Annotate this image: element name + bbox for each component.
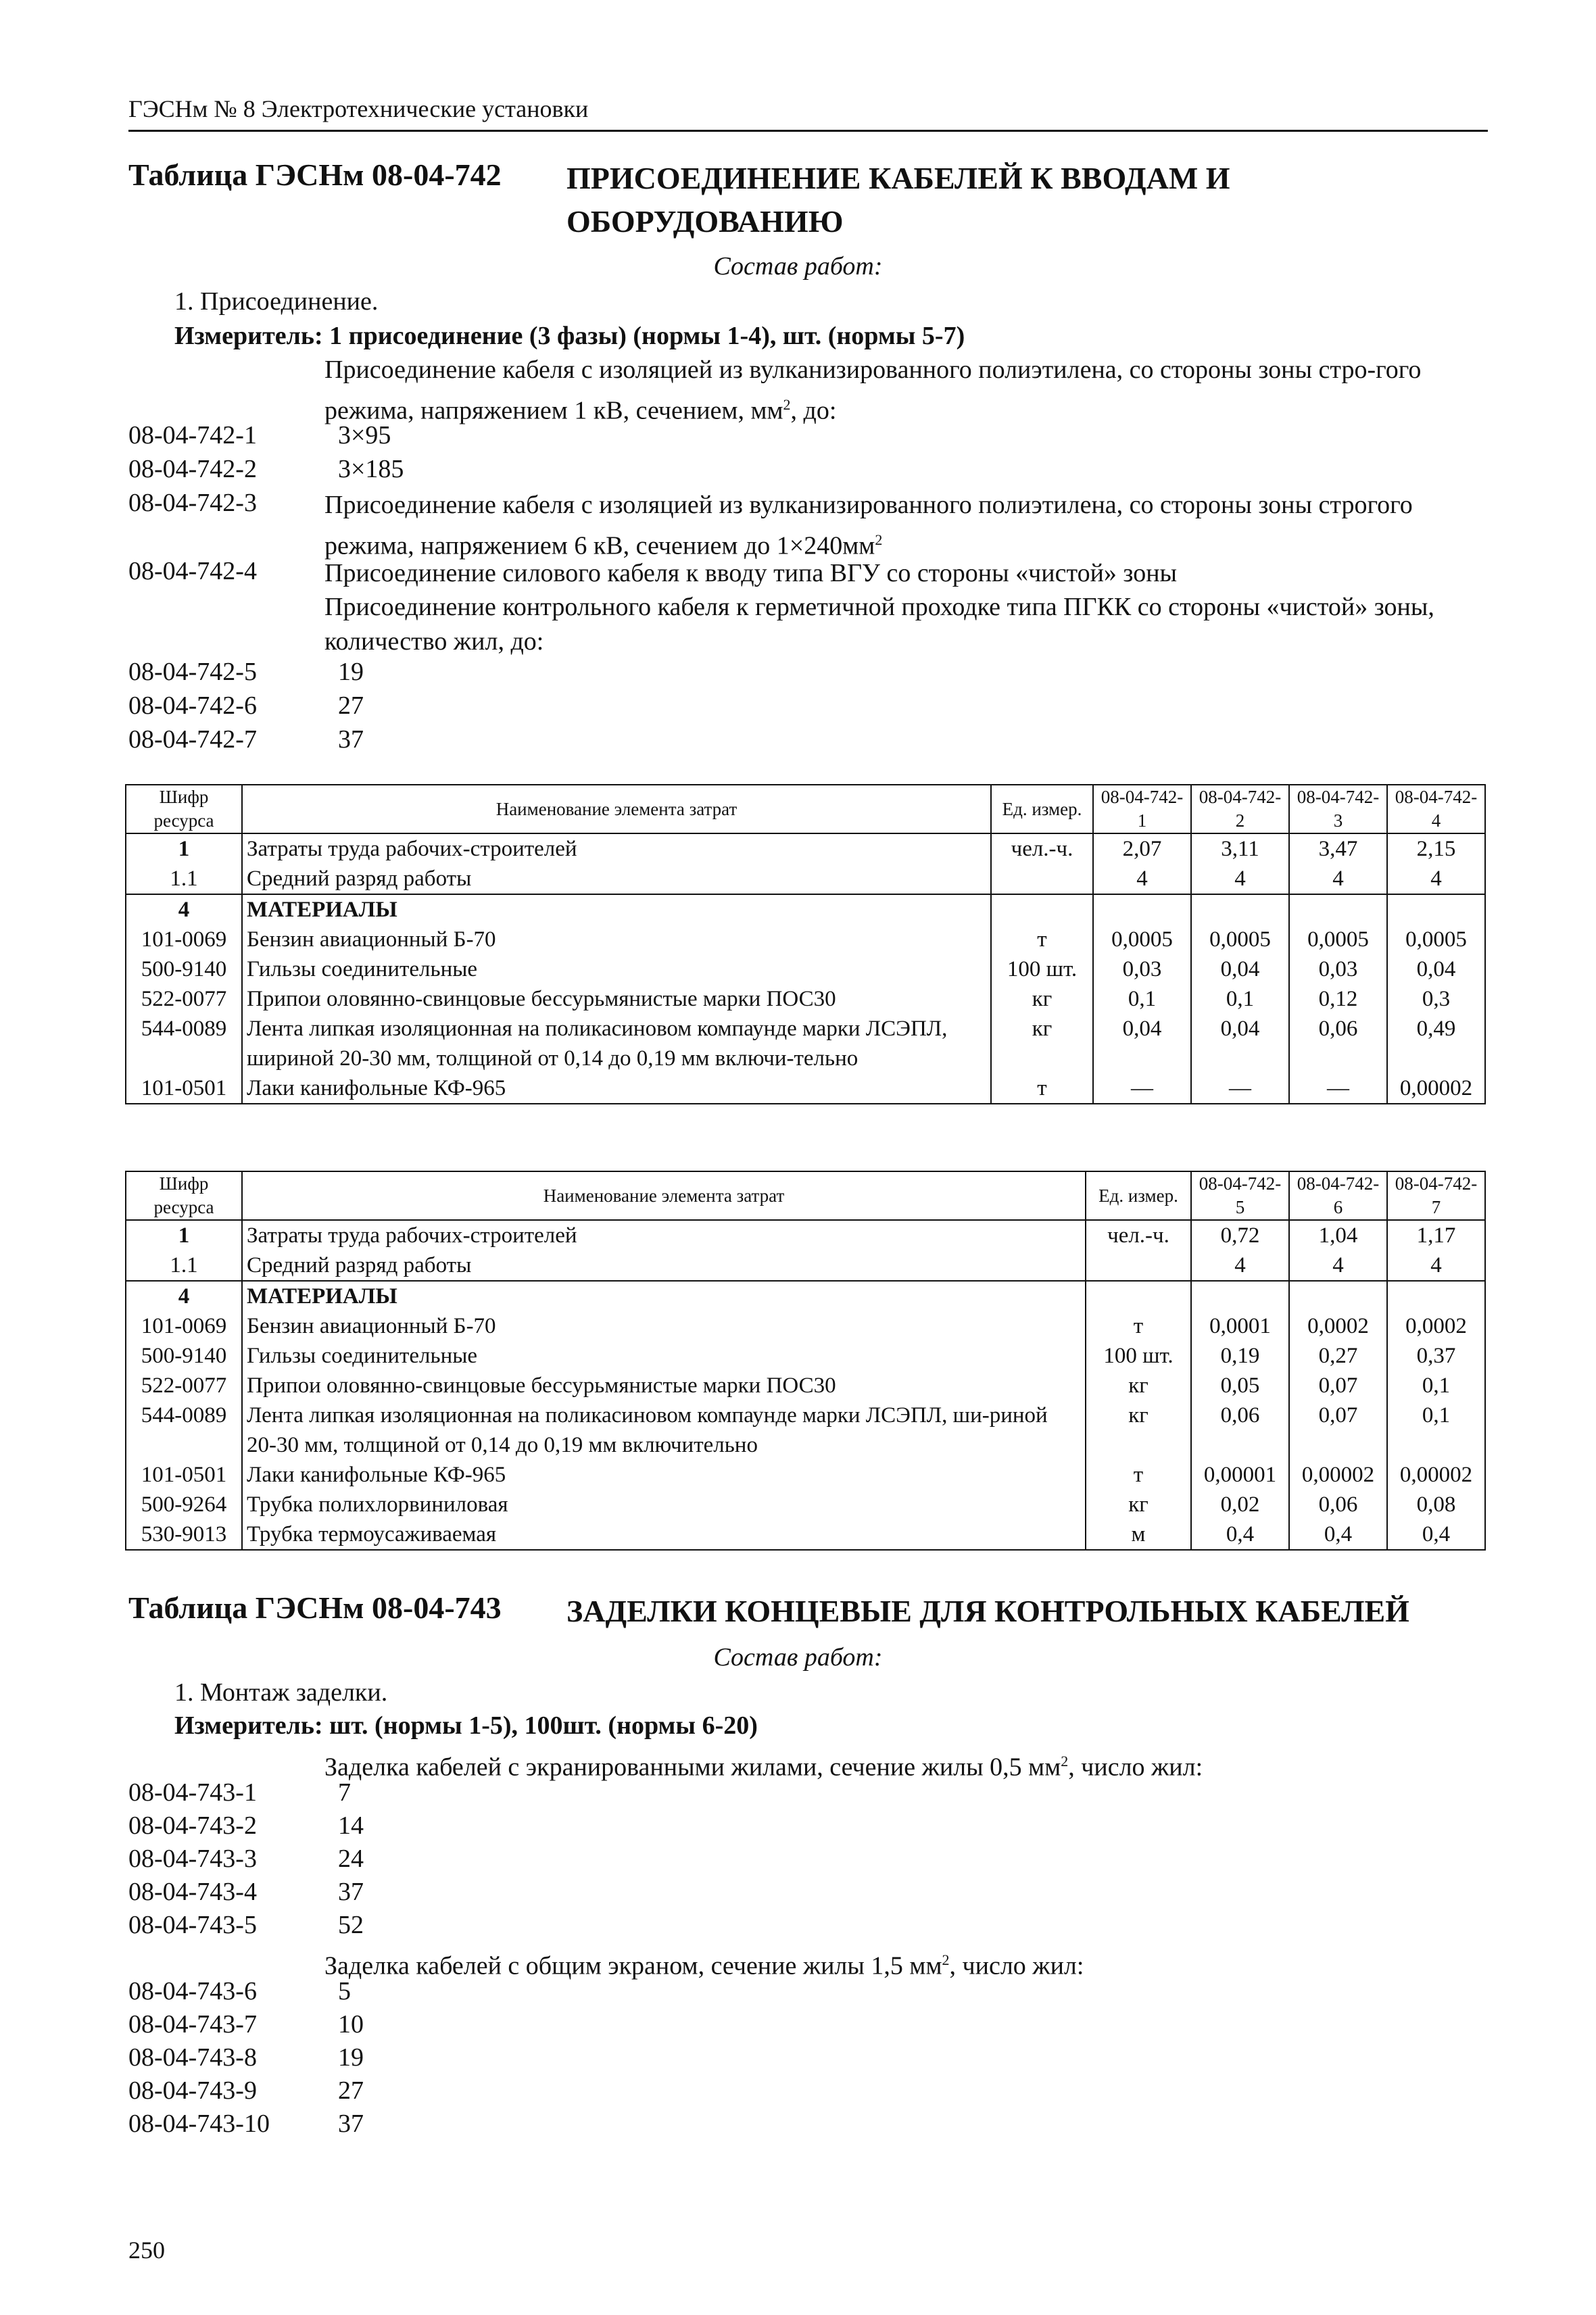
table-row: 1 Затраты труда рабочих-строителей чел.-ч. 0,72 1,04 1,17 [126, 1220, 1485, 1250]
table-row: 522-0077 Припои оловянно-свинцовые бессурьмянистые марки ПОС30 кг 0,05 0,07 0,1 [126, 1371, 1485, 1400]
table-row: 4 МАТЕРИАЛЫ [126, 894, 1485, 925]
col-header-unit: Ед. измер. [1086, 1171, 1191, 1220]
norm-description: Присоединение кабеля с изоляцией из вулканизированного полиэтилена, со стороны зоны стро-гого режима, напряжением 1 кВ, сечением, $мм^2$, до: [324, 356, 1422, 425]
work-composition-label: Состав работ: [713, 1643, 883, 1672]
norm-code: 08-04-743-9 [128, 2076, 257, 2105]
norm-code: 08-04-743-3 [128, 1845, 257, 1873]
meter-line: Измеритель: 1 присоединение (3 фазы) (нормы 1-4), шт. (нормы 5-7) [174, 322, 965, 350]
col-header-norm: 08-04-742-5 [1191, 1171, 1289, 1220]
norm-code: 08-04-742-2 [128, 455, 257, 483]
col-header-norm: 08-04-742-6 [1289, 1171, 1387, 1220]
col-header-name: Наименование элемента затрат [242, 1171, 1086, 1220]
table-742-title: ПРИСОЕДИНЕНИЕ КАБЕЛЕЙ К ВВОДАМ И ОБОРУДОВАНИЮ [566, 161, 1230, 239]
norm-value: 3×185 [338, 455, 404, 483]
norm-code: 08-04-742-5 [128, 658, 257, 686]
table-row: 101-0069 Бензин авиационный Б-70 т 0,0001 0,0002 0,0002 [126, 1311, 1485, 1341]
table-743-number: Таблица ГЭСНм 08-04-743 [128, 1590, 502, 1625]
table-743-title: ЗАДЕЛКИ КОНЦЕВЫЕ ДЛЯ КОНТРОЛЬНЫХ КАБЕЛЕЙ [566, 1594, 1409, 1628]
col-header-norm: 08-04-742-4 [1387, 785, 1485, 833]
norm-value: 24 [338, 1845, 364, 1873]
norm-description: Заделка кабелей с общим экраном, сечение жилы 1,5 $мм^2$, число жил: [324, 1951, 1084, 1980]
resource-table-742-5-7 [125, 1171, 1486, 1551]
norm-code: 08-04-743-6 [128, 1977, 257, 2005]
col-header-norm: 08-04-742-3 [1289, 785, 1387, 833]
norm-value: 10 [338, 2010, 364, 2039]
norm-value: 37 [338, 1878, 364, 1906]
norm-code: 08-04-742-4 [128, 557, 257, 585]
table-row: 500-9140 Гильзы соединительные 100 шт. 0,19 0,27 0,37 [126, 1341, 1485, 1371]
norm-code: 08-04-743-7 [128, 2010, 257, 2039]
table-742-number: Таблица ГЭСНм 08-04-742 [128, 157, 502, 192]
table-row: 1.1 Средний разряд работы 4 4 4 [126, 1250, 1485, 1281]
resource-table-742-1-4 [125, 784, 1486, 1104]
norm-code: 08-04-743-8 [128, 2043, 257, 2072]
table-row: 522-0077 Припои оловянно-свинцовые бессурьмянистые марки ПОС30 кг 0,1 0,1 0,12 0,3 [126, 984, 1485, 1014]
norm-value: 52 [338, 1911, 364, 1939]
norm-value: 19 [338, 2043, 364, 2072]
col-header-name: Наименование элемента затрат [242, 785, 991, 833]
norm-description: Присоединение силового кабеля к вводу типа ВГУ со стороны «чистой» зоны [324, 559, 1178, 587]
norm-value: 7 [338, 1778, 351, 1807]
norm-code: 08-04-743-5 [128, 1911, 257, 1939]
table-row: 101-0069 Бензин авиационный Б-70 т 0,0005 0,0005 0,0005 0,0005 [126, 925, 1485, 954]
norm-value: 5 [338, 1977, 351, 2005]
table-row: 1.1 Средний разряд работы 4 4 4 4 [126, 864, 1485, 894]
work-item: 1. Монтаж заделки. [174, 1678, 388, 1707]
norm-value: 27 [338, 2076, 364, 2105]
table-row: 1 Затраты труда рабочих-строителей чел.-ч. 2,07 3,11 3,47 2,15 [126, 833, 1485, 864]
col-header-unit: Ед. измер. [991, 785, 1093, 833]
norm-description: Присоединение кабеля с изоляцией из вулканизированного полиэтилена, со стороны зоны строгого режима, напряжением 6 кВ, сечением до $1\times 240мм^2$ [324, 491, 1413, 560]
norm-value: 19 [338, 658, 364, 686]
col-header-norm: 08-04-742-1 [1093, 785, 1191, 833]
table-header-row [126, 1171, 1485, 1220]
norm-code: 08-04-742-3 [128, 489, 257, 517]
norm-description: Заделка кабелей с экранированными жилами, сечение жилы 0,5 $мм^2$, число жил: [324, 1753, 1203, 1782]
page-number: 250 [128, 2237, 165, 2264]
col-header-norm: 08-04-742-7 [1387, 1171, 1485, 1220]
col-header-norm: 08-04-742-2 [1191, 785, 1289, 833]
norm-value: 27 [338, 691, 364, 720]
running-header: ГЭСНм № 8 Электротехнические установки [128, 95, 589, 122]
norm-value: 37 [338, 725, 364, 754]
table-row: 101-0501 Лаки канифольные КФ-965 т 0,00001 0,00002 0,00002 [126, 1460, 1485, 1490]
norm-value: 3×95 [338, 421, 391, 449]
work-item: 1. Присоединение. [174, 287, 379, 316]
table-row: 544-0089 Лента липкая изоляционная на поликасиновом компаунде марки ЛСЭПЛ, шириной 20-30 мм, толщиной от 0,14 до 0,19 мм включи-тельно кг 0,04 0,04 0,06 0,49 [126, 1014, 1485, 1073]
table-row: 544-0089 Лента липкая изоляционная на поликасиновом компаунде марки ЛСЭПЛ, ши-риной 20-30 мм, толщиной от 0,14 до 0,19 мм включительно кг 0,06 0,07 0,1 [126, 1400, 1485, 1460]
norm-code: 08-04-743-2 [128, 1811, 257, 1840]
norm-code: 08-04-743-10 [128, 2110, 270, 2138]
norm-code: 08-04-742-7 [128, 725, 257, 754]
table-row: 500-9264 Трубка полихлорвиниловая кг 0,02 0,06 0,08 [126, 1490, 1485, 1519]
header-rule [128, 130, 1488, 132]
norm-code: 08-04-743-1 [128, 1778, 257, 1807]
work-composition-label: Состав работ: [713, 252, 883, 281]
norm-code: 08-04-742-1 [128, 421, 257, 449]
table-header-row [126, 785, 1485, 833]
table-row: 4 МАТЕРИАЛЫ [126, 1281, 1485, 1311]
col-header-code: Шифр ресурса [126, 785, 242, 833]
col-header-code: Шифр ресурса [126, 1171, 242, 1220]
norm-code: 08-04-743-4 [128, 1878, 257, 1906]
norm-description: Присоединение контрольного кабеля к герметичной проходке типа ПГКК со стороны «чистой» зоны, количество жил, до: [324, 593, 1434, 656]
meter-line: Измеритель: шт. (нормы 1-5), 100шт. (нормы 6-20) [174, 1711, 758, 1740]
table-row: 530-9013 Трубка термоусаживаемая м 0,4 0,4 0,4 [126, 1519, 1485, 1550]
norm-value: 14 [338, 1811, 364, 1840]
norm-code: 08-04-742-6 [128, 691, 257, 720]
table-row: 101-0501 Лаки канифольные КФ-965 т — — — 0,00002 [126, 1073, 1485, 1104]
norm-value: 37 [338, 2110, 364, 2138]
table-row: 500-9140 Гильзы соединительные 100 шт. 0,03 0,04 0,03 0,04 [126, 954, 1485, 984]
